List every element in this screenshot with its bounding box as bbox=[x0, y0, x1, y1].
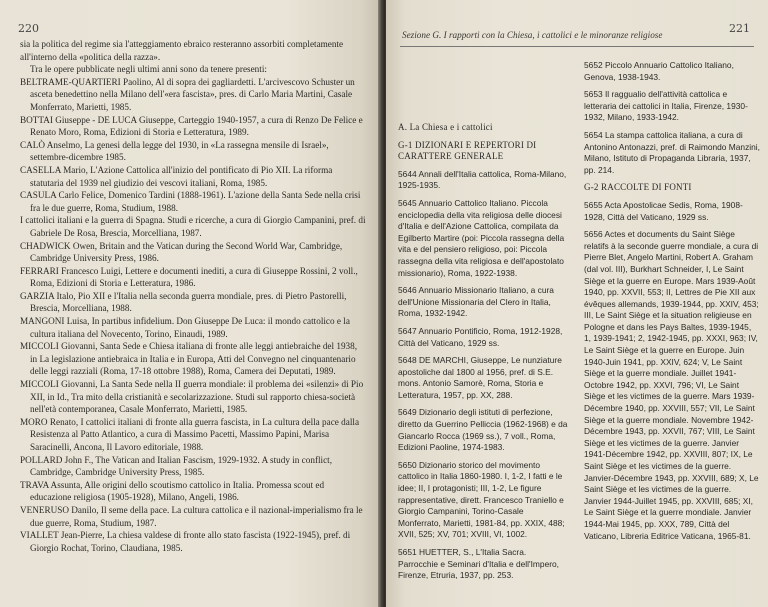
bib-entry: POLLARD John F., The Vatican and Italian Fascism, 1929-1932. A study in conflict, Cambridge, Cambridge University Press, 1985. bbox=[20, 454, 333, 478]
right-column-2 bbox=[584, 60, 760, 548]
catalog-entry: 5648 DE MARCHI, Giuseppe, Le nunziature apostoliche dal 1800 al 1956, pref. di S.E. mons. Antonio Samorè, Roma, Storia e Letteratura, 1957, pp. XX, 288. bbox=[398, 355, 562, 400]
bib-entry: FERRARI Francesco Luigi, Lettere e documenti inediti, a cura di Giuseppe Rossini, 2 voll., Roma, Edizioni di Storia e Letteratura, 1986. bbox=[20, 265, 358, 289]
catalog-entry: 5650 Dizionario storico del movimento cattolico in Italia 1860-1980. I, 1-2, I fatti e le idee; II, I protagonisti; III, 1-2, Le figure rappresentative, dirett. Francesco Traniello e Giorgio Campanini, Torino-Casale Monferrato, Marietti, 1981-84, pp. XXIX, 488; XVII, 525; XV, 701; XVIII, VI, 1002. bbox=[398, 459, 565, 540]
bib-entry: CASULA Carlo Felice, Domenico Tardini (1888-1961). L'azione della Santa Sede nella crisi fra le due guerre, Roma, Studium, 1988. bbox=[20, 190, 361, 213]
bib-entry: BELTRAME-QUARTIERI Paolino, Al di sopra dei gagliardetti. L'arcivescovo Schuster un asceta benedettino nella Milano dell'«era fascista», pres. di Carlo Maria Martini, Casale Monferrato, Marietti, 1985. bbox=[20, 76, 355, 112]
bib-entry: CALÒ Anselmo, La genesi della legge del 1930, in «La rassegna mensile di Israel», settembre-dicembre 1985. bbox=[20, 139, 329, 163]
catalog-entry: 5651 HUETTER, S., L'Italia Sacra. Parrocchie e Seminari d'Italia e dell'Impero, Firenze, Etruria, 1937, pp. 253. bbox=[398, 547, 560, 581]
left-page-text bbox=[20, 38, 366, 554]
bib-entry: VENERUSO Danilo, Il seme della pace. La cultura cattolica e il nazional-imperialismo fra le due guerre, Roma, Studium, 1987. bbox=[20, 504, 363, 528]
catalog-entry: 5645 Annuario Cattolico Italiano. Piccola enciclopedia della vita religiosa delle diocesi d'Italia e dell'Azione Cattolica, compilata da Egilberto Martire (poi: Piccola rassegna della vita e del pensiero religioso, poi: Piccola rassegna della vita religiosa e dell'apostolato missionario), Roma, 1922-1938. bbox=[398, 197, 565, 278]
bib-entry: GARZIA Italo, Pio XII e l'Italia nella seconda guerra mondiale, pres. di Pietro Pastorelli, Brescia, Morcelliana, 1988. bbox=[20, 290, 347, 314]
paragraph: sia la politica del regime sia l'atteggiamento ebraico resteranno assorbiti completamente bbox=[20, 39, 344, 49]
catalog-entry: 5655 Acta Apostolicae Sedis, Roma, 1908-1928, Città del Vaticano, 1929 ss. bbox=[584, 199, 743, 222]
catalog-entry: 5644 Annali dell'Italia cattolica, Roma-Milano, 1925-1935. bbox=[398, 168, 567, 191]
right-page bbox=[386, 0, 768, 607]
right-column-1 bbox=[398, 118, 568, 588]
bib-entry: MICCOLI Giovanni, Santa Sede e Chiesa italiana di fronte alle leggi antiebraiche del 1938, in La legislazione antiebraica in Italia e in Europa, Atti del Convegno nel cinquantenario delle leggi razziali (Roma, 17-18 ottobre 1988), Roma, Camera dei Deputati, 1989. bbox=[20, 341, 358, 377]
catalog-entry: 5656 Actes et documents du Saint Siège relatifs à la seconde guerre mondiale, a cura di Pierre Blet, Angelo Martini, Robert A. Graham (dal vol. III), Burkhart Schneider, I, Le Saint Siège et la guerre en Europe. Mars 1939-Août 1940, pp. XXVII, 553; II, Lettres de Pie XII aux évêques allemands, 1939-1944, pp. XXIV, 453; III, Le Saint Siège et la situation religieuse en Pologne et dans les Pays Baltes, 1939-1945, 1, 1939-1941; 2, 1942-1945, pp. XXXI, 963; IV, Le Saint Siège et la guerre en Europe. Juin 1940-Juin 1941, pp. XXIV, 624; V, Le Saint Siège et la guerre mondiale. Juillet 1941-Octobre 1942, pp. XXVI, 796; VI, Le Saint Siège et les victimes de la guerre. Mars 1939-Décembre 1940, pp. XXVIII, 557; VII, Le Saint Siège et la guerre mondiale. Novembre 1942-Décembre 1943, pp. XXVII, 767; VIII, Le Saint Siège et les victimes de la guerre. Janvier 1941-Décembre 1942, pp. XXVIII, 807; IX, Le Saint Siège et les victimes de la guerre. Janvier-Décembre 1943, pp. XXVIII, 689; X, Le Saint Siège et les victimes de la guerre. Janvier 1944-Juillet 1945, pp. XXVIII, 685; XI, Le Saint Siège et la guerre mondiale. Janvier 1944-Mai 1945, pp. XXX, 789, Città del Vaticano, Libreria Editrice Vaticana, 1965-81. bbox=[584, 229, 759, 541]
bib-entry: TRAVA Assunta, Alle origini dello scoutismo cattolico in Italia. Promessa scout ed educazione religiosa (1905-1928), Milano, Angeli, 1986. bbox=[20, 479, 325, 503]
catalog-entry: 5647 Annuario Pontificio, Roma, 1912-1928, Città del Vaticano, 1929 ss. bbox=[398, 325, 563, 348]
section-heading: A. La Chiesa e i cattolici bbox=[398, 122, 493, 132]
bib-entry: VIALLET Jean-Pierre, La chiesa valdese di fronte allo stato fascista (1922-1945), pref. di Giorgio Rochat, Torino, Claudiana, 1985. bbox=[20, 530, 351, 553]
section-heading: G-2 RACCOLTE DI FONTI bbox=[584, 182, 692, 193]
bib-entry: I cattolici italiani e la guerra di Spagna. Studi e ricerche, a cura di Giorgio Campanini, pref. di Gabriele De Rosa, Brescia, Morcelliana, 1987. bbox=[20, 215, 366, 238]
right-page-number: 221 bbox=[729, 22, 750, 35]
section-heading: G-1 DIZIONARI E REPERTORI DI CARATTERE GENERALE bbox=[398, 139, 537, 162]
catalog-entry: 5649 Dizionario degli istituti di perfezione, diretto da Guerrino Pelliccia (1962-1968) e da Giancarlo Rocca (1969 ss.), 7 voll., Roma, Edizioni Paoline, 1974-1983. bbox=[398, 407, 568, 453]
bib-entry: CHADWICK Owen, Britain and the Vatican during the Second World War, Cambridge, Cambridge University Press, 1986. bbox=[20, 240, 343, 264]
left-page bbox=[0, 0, 380, 607]
catalog-entry: 5646 Annuario Missionario Italiano, a cura dell'Unione Missionaria del Clero in Italia, Roma, 1932-1942. bbox=[398, 285, 554, 319]
paragraph: Tra le opere pubblicate negli ultimi anni sono da tenere presenti: bbox=[30, 64, 267, 75]
paragraph: all'interno della «politica della razza». bbox=[20, 51, 161, 62]
catalog-entry: 5653 Il raggualio dell'attività cattolica e letteraria dei cattolici in Italia, Firenze, 1930-1932, Milano, 1933-1942. bbox=[584, 89, 748, 123]
bib-entry: CASELLA Mario, L'Azione Cattolica all'inizio del pontificato di Pio XII. La riforma statutaria del 1939 nel giudizio dei vescovi italiani, Roma, 1985. bbox=[20, 164, 333, 188]
catalog-entry: 5652 Piccolo Annuario Cattolico Italiano, Genova, 1938-1943. bbox=[584, 60, 734, 82]
bib-entry: MANGONI Luisa, In partibus infidelium. Don Giuseppe De Luca: il mondo cattolico e la cultura italiana del Novecento, Torino, Einaudi, 1989. bbox=[20, 316, 350, 339]
bib-entry: BOTTAI Giuseppe - DE LUCA Giuseppe, Carteggio 1940-1957, a cura di Renzo De Felice e Renato Moro, Roma, Edizioni di Storia e Letteratura, 1989. bbox=[20, 114, 363, 138]
bib-entry: MICCOLI Giovanni, La Santa Sede nella II guerra mondiale: il problema dei «silenzi» di Pio XII, in Id., Tra mito della cristianità e secolarizzazione. Studi sul rapporto chiesa-società nell'età contemporanea, Casale Monferrato, Marietti, 1985. bbox=[20, 379, 364, 415]
bib-entry: MORO Renato, I cattolici italiani di fronte alla guerra fascista, in La cultura della pace dalla Resistenza al Patto Atlantico, a cura di Massimo Pacetti, Massimo Papini, Marisa Saracinelli, Ancona, Il Lavoro editoriale, 1988. bbox=[20, 416, 360, 452]
catalog-entry: 5654 La stampa cattolica italiana, a cura di Antonino Antonazzi, pref. di Raimondo Manzini, Milano, Istituto di Propaganda Libraria, 1937, pp. 214. bbox=[584, 129, 760, 175]
header-rule bbox=[400, 46, 754, 47]
left-page-number: 220 bbox=[18, 22, 39, 35]
running-head: Sezione G. I rapporti con la Chiesa, i cattolici e le minoranze religiose bbox=[402, 30, 663, 40]
